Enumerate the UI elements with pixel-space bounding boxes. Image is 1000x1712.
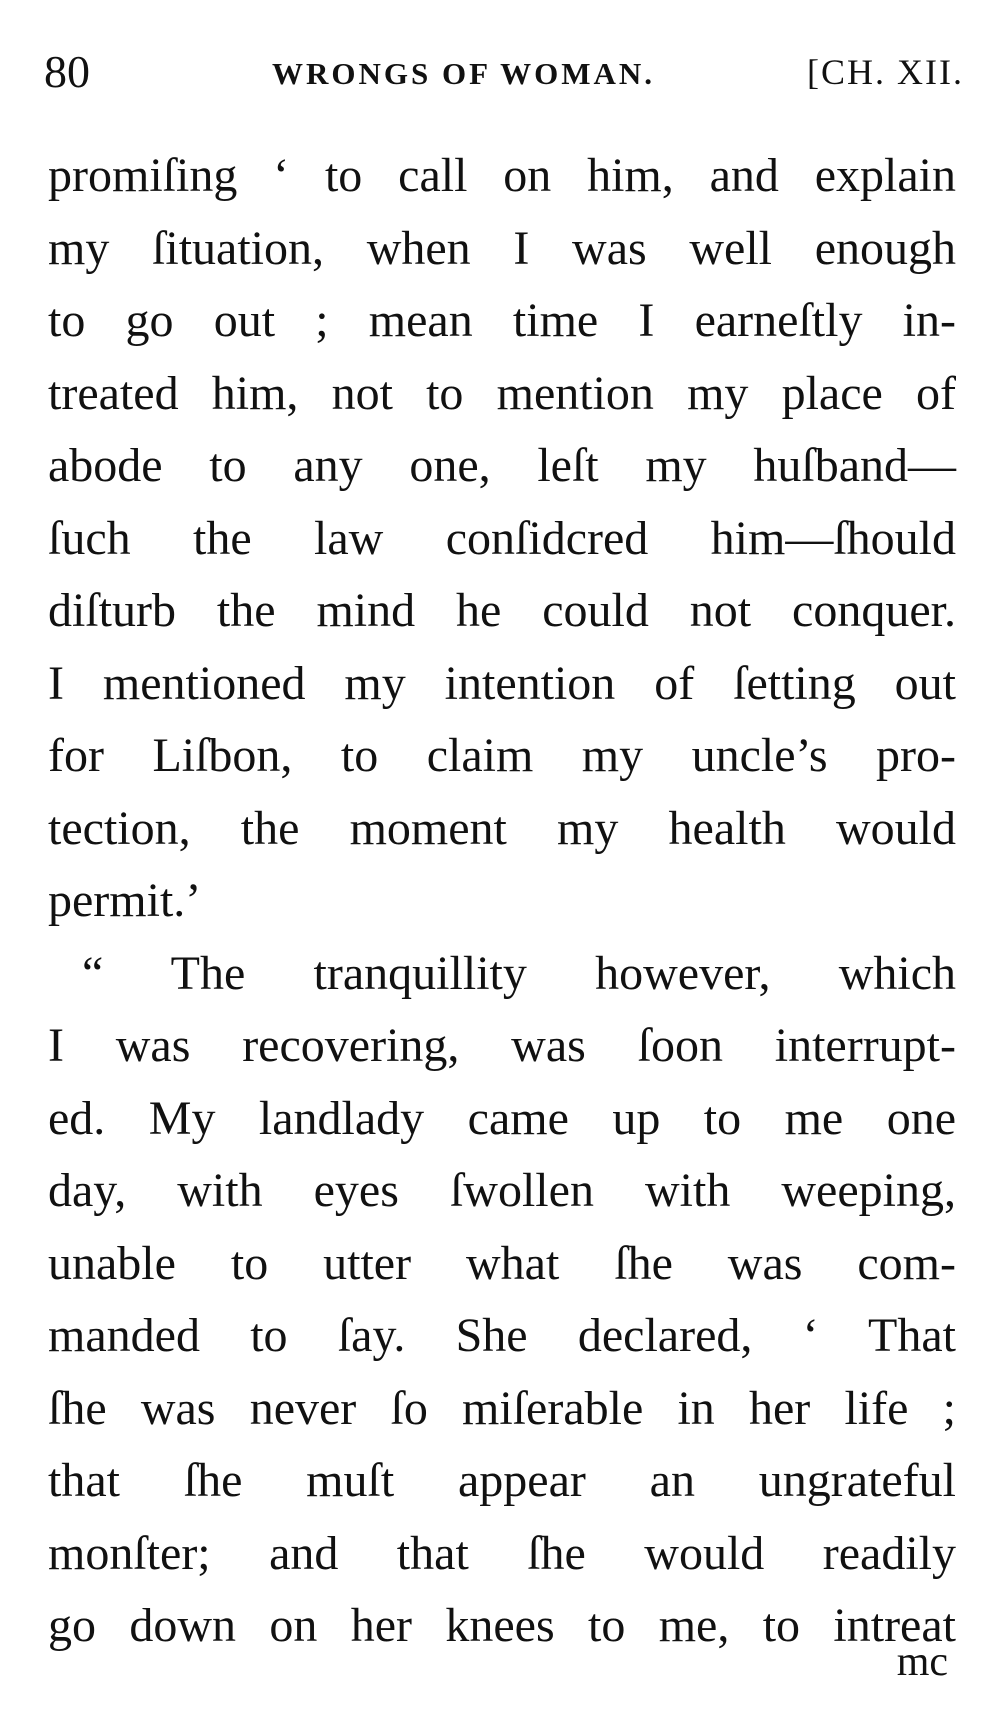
- running-title: WRONGS OF WOMAN.: [272, 56, 655, 91]
- text-line: day, with eyes ſwollen with weeping,: [48, 1164, 956, 1217]
- text-line: unable to utter what ſhe was com-: [48, 1236, 956, 1290]
- body-text: [48, 140, 956, 1663]
- text-line: “ The tranquillity however, which: [82, 946, 956, 1000]
- text-line: my ſituation, when I was well enough: [48, 221, 956, 275]
- text-line: ſuch the law conſidcred him—ſhould: [48, 511, 956, 565]
- text-line: I was recovering, was ſoon interrupt-: [48, 1019, 956, 1072]
- text-line: treated him, not to mention my place of: [48, 366, 956, 420]
- text-line: go down on her knees to me, to intreat: [48, 1599, 956, 1652]
- text-line: abode to any one, leſt my huſband—: [48, 439, 956, 492]
- catchword: mc: [896, 1639, 948, 1685]
- text-line: ſhe was never ſo miſerable in her life ;: [48, 1381, 956, 1435]
- chapter-reference: [CH. XII.: [807, 52, 964, 92]
- text-line: to go out ; mean time I earneſtly in-: [48, 294, 956, 347]
- page-number: 80: [44, 46, 90, 97]
- text-line: manded to ſay. She declared, ‘ That: [48, 1309, 956, 1362]
- text-line: I mentioned my intention of ſetting out: [48, 656, 956, 710]
- text-line: permit.’: [48, 874, 202, 927]
- text-line: ed. My landlady came up to me one: [48, 1091, 956, 1145]
- text-line: diſturb the mind he could not conquer.: [48, 584, 956, 637]
- text-line: promiſing ‘ to call on him, and explain: [48, 149, 956, 202]
- page-header: [44, 42, 964, 102]
- text-line: tection, the moment my health would: [48, 801, 956, 855]
- text-line: monſter; and that ſhe would readily: [48, 1526, 956, 1580]
- text-line: for Liſbon, to claim my uncle’s pro-: [48, 729, 956, 782]
- text-line: that ſhe muſt appear an ungrateful: [48, 1454, 956, 1507]
